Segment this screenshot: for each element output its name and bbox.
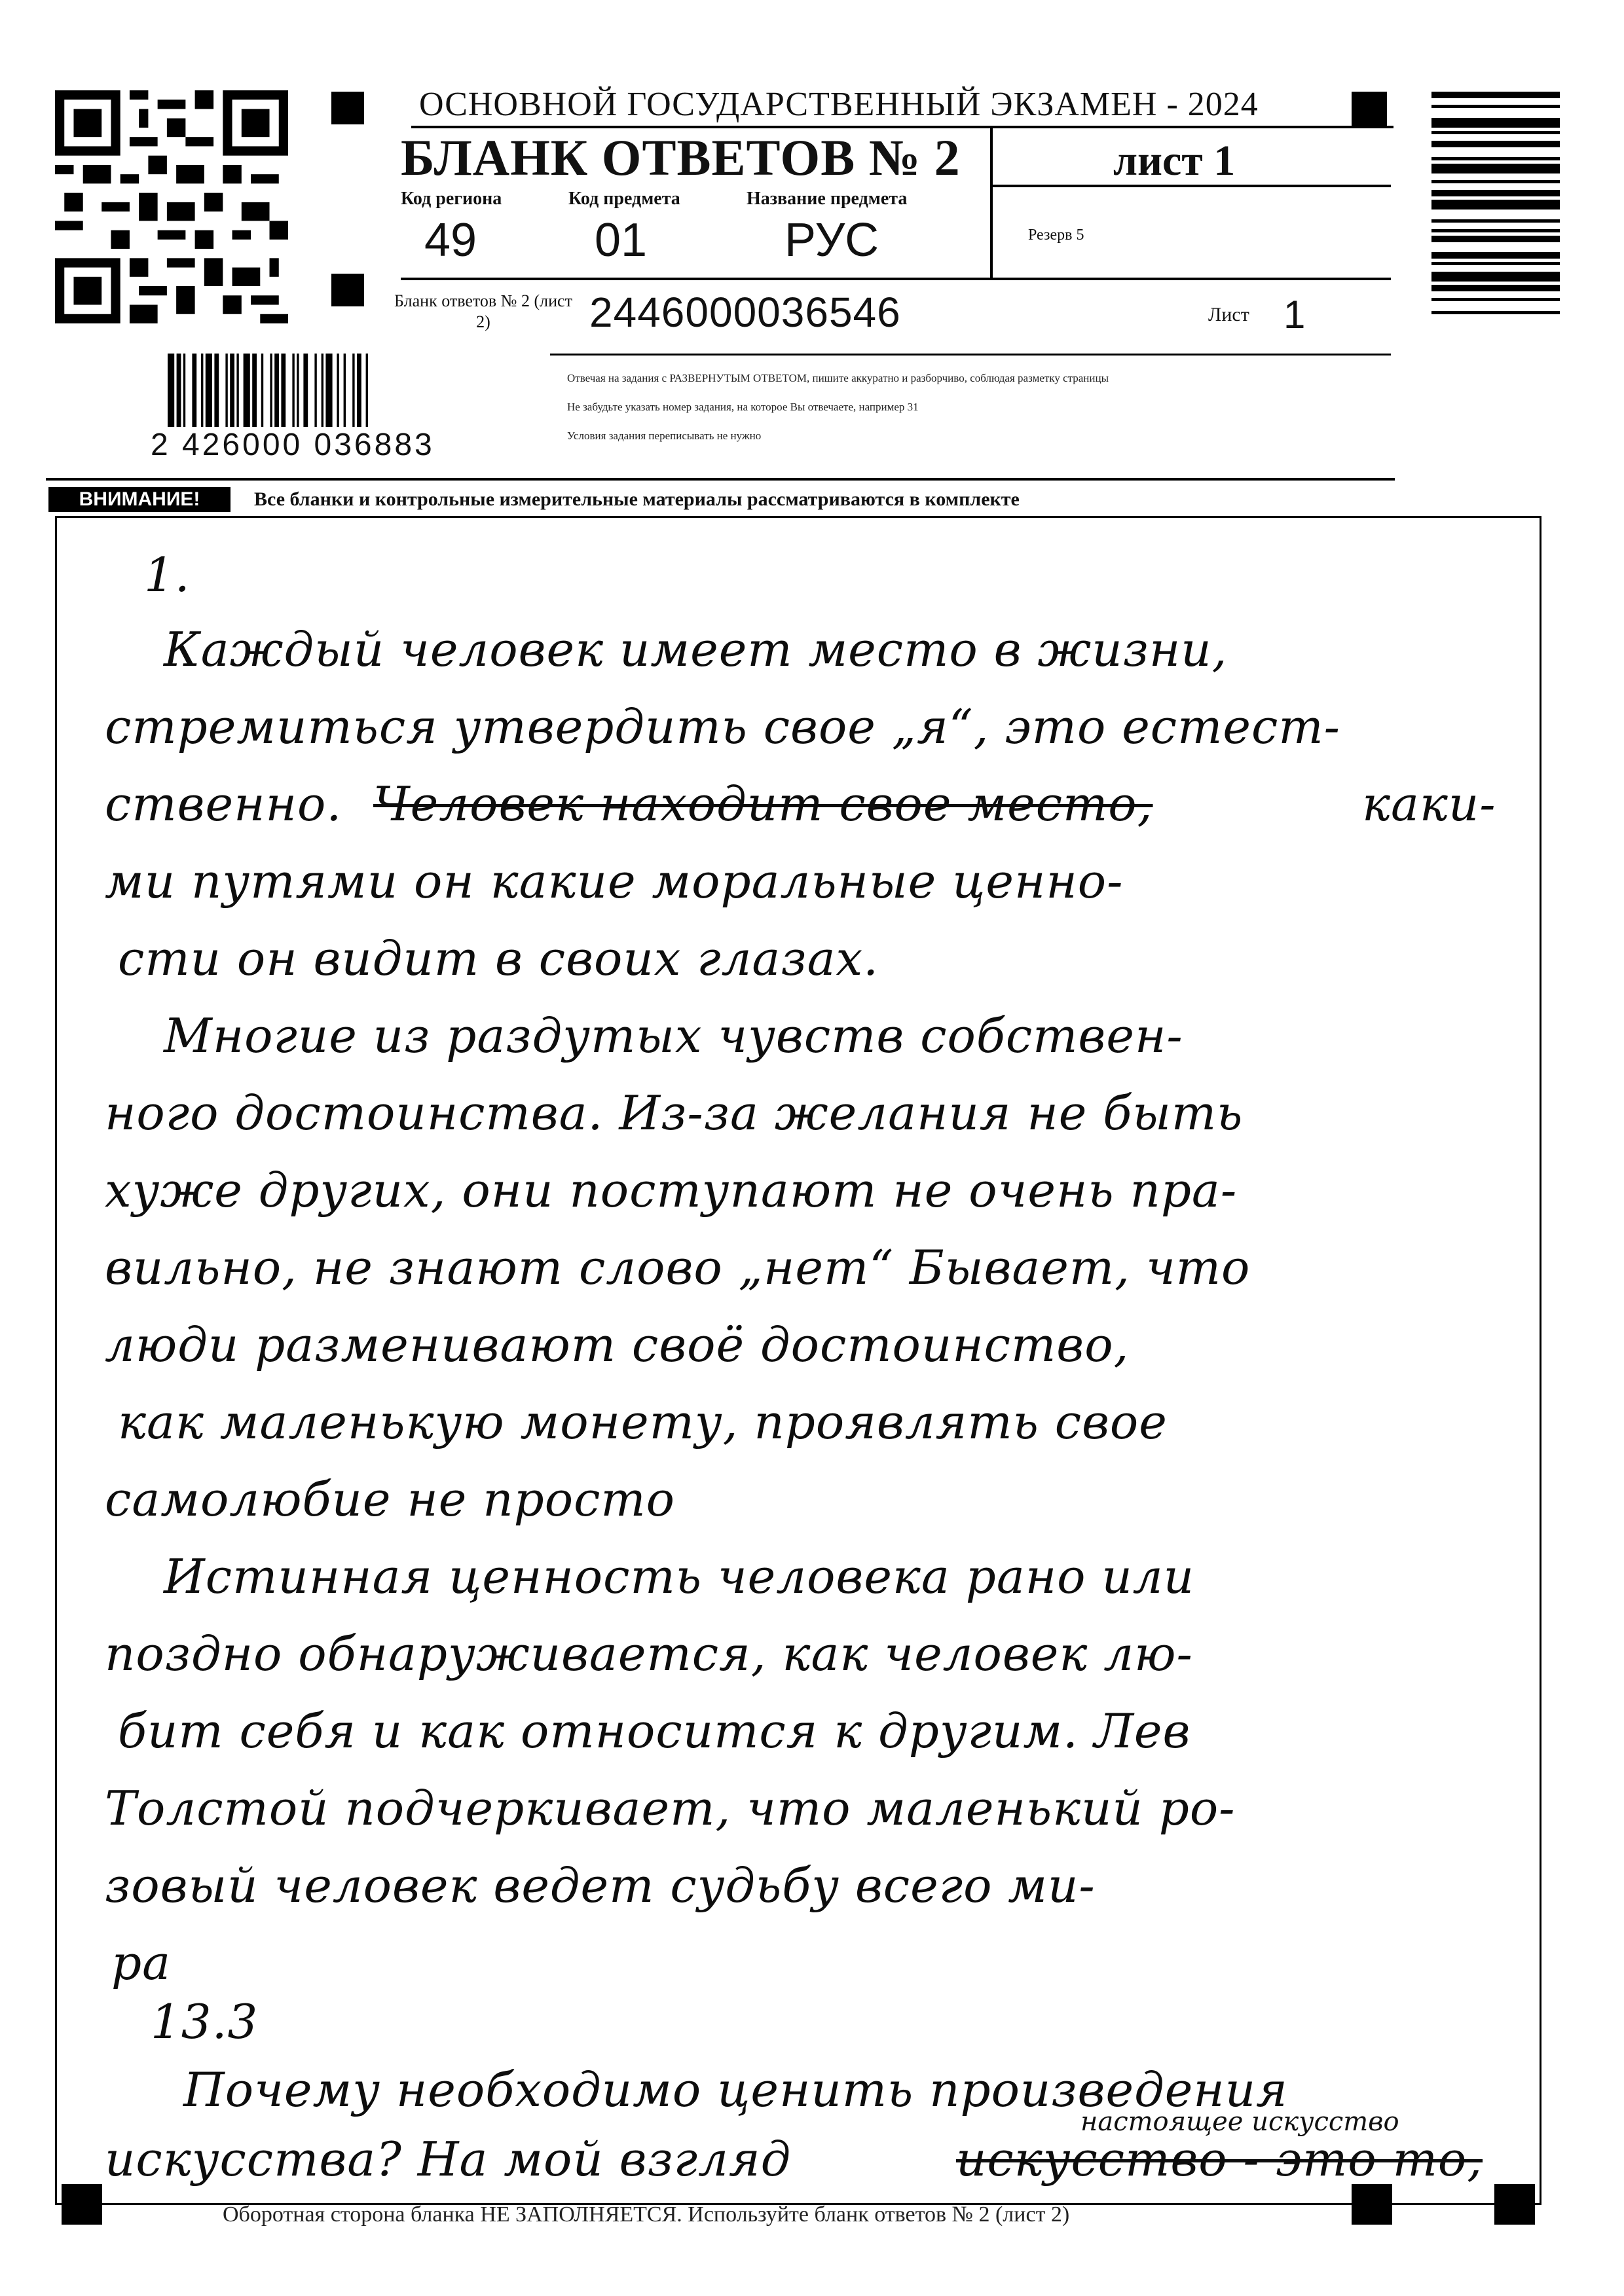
handwritten-line: стремиться утвердить свое „я“, это естест- <box>105 699 1340 754</box>
qr-code <box>55 90 288 323</box>
registration-mark <box>331 92 364 124</box>
list-label: Лист <box>1208 304 1249 325</box>
handwritten-line: люди разменивают своё достоинство, <box>105 1317 1130 1372</box>
instruction-line: Не забудьте указать номер задания, на которое Вы отвечаете, например 31 <box>567 401 919 413</box>
struck-out-text: Человек находит свое место, <box>373 776 1153 831</box>
handwritten-line: ственно. <box>105 776 342 831</box>
exam-title: ОСНОВНОЙ ГОСУДАРСТВЕННЫЙ ЭКЗАМЕН - 2024 <box>419 86 1259 123</box>
subject-name-value: РУС <box>784 214 879 266</box>
attention-badge: ВНИМАНИЕ! <box>48 487 231 512</box>
instruction-line: Отвечая на задания с РАЗВЕРНУТЫМ ОТВЕТОМ, пишите аккуратно и разборчиво, соблюдая разметку страницы <box>567 372 1109 384</box>
handwritten-line: ми путями он какие моральные ценно- <box>105 854 1124 909</box>
handwritten-line: Истинная ценность человека рано или <box>164 1549 1194 1604</box>
handwritten-line: вильно, не знают слово „нет“ Бывает, что <box>105 1240 1251 1295</box>
divider <box>990 185 1391 187</box>
sheet-label: лист 1 <box>1113 137 1236 185</box>
handwritten-line: ного достоинства. Из-за желания не быть <box>105 1085 1244 1140</box>
attention-text: Все бланки и контрольные измерительные материалы рассматриваются в комплекте <box>254 488 1020 510</box>
handwritten-line: Многие из раздутых чувств собствен- <box>164 1008 1183 1063</box>
handwritten-line: искусства? На мой взгляд <box>105 2132 792 2187</box>
handwritten-line: 1. <box>144 547 191 602</box>
handwritten-line: 13.3 <box>151 1994 259 2049</box>
blank-title: БЛАНК ОТВЕТОВ № 2 <box>401 129 961 186</box>
registration-mark <box>1352 92 1387 127</box>
divider <box>550 354 1391 355</box>
barcode-number: 2 426000 036883 <box>151 428 435 462</box>
reference-label: Бланк ответов № 2 (лист 2) <box>394 291 572 331</box>
handwritten-line: зовый человек ведет судьбу всего ми- <box>105 1858 1096 1913</box>
instruction-line: Условия задания переписывать не нужно <box>567 429 762 442</box>
handwritten-line: поздно обнаруживается, как человек лю- <box>105 1626 1193 1681</box>
handwritten-line: Каждый человек имеет место в жизни, <box>164 622 1228 677</box>
serial-number: 2446000036546 <box>589 289 901 336</box>
handwritten-line: сти он видит в своих глазах. <box>118 931 879 986</box>
handwritten-line: ра <box>111 1935 172 1990</box>
divider <box>990 128 993 278</box>
form-barcode <box>168 354 521 427</box>
registration-mark <box>331 274 364 306</box>
subject-name-label: Название предмета <box>747 189 908 209</box>
list-number: 1 <box>1283 293 1306 337</box>
handwritten-line: бит себя и как относится к другим. Лев <box>118 1704 1191 1758</box>
handwritten-line: Почему необходимо ценить произведения <box>183 2062 1288 2117</box>
side-barcode <box>1431 92 1560 471</box>
inserted-correction: настоящее искусство <box>1080 2107 1399 2137</box>
handwritten-line: как маленькую монету, проявлять свое <box>118 1394 1168 1449</box>
subject-code-value: 01 <box>595 214 648 266</box>
reserve-label: Резерв 5 <box>1028 227 1084 244</box>
divider <box>46 478 1395 481</box>
region-code-label: Код региона <box>401 189 502 209</box>
handwritten-line: хуже других, они поступают не очень пра- <box>105 1163 1238 1218</box>
subject-code-label: Код предмета <box>568 189 680 209</box>
handwritten-line: самолюбие не просто <box>105 1472 676 1527</box>
handwritten-line: каки- <box>1362 776 1496 831</box>
handwritten-line: Толстой подчеркивает, что маленький ро- <box>105 1781 1236 1836</box>
struck-out-text: искусство - это то, <box>956 2132 1483 2187</box>
footer-note: Оборотная сторона бланка НЕ ЗАПОЛНЯЕТСЯ. Используйте бланк ответов № 2 (лист 2) <box>223 2202 1070 2227</box>
divider <box>401 278 1391 280</box>
region-code-value: 49 <box>424 214 477 266</box>
